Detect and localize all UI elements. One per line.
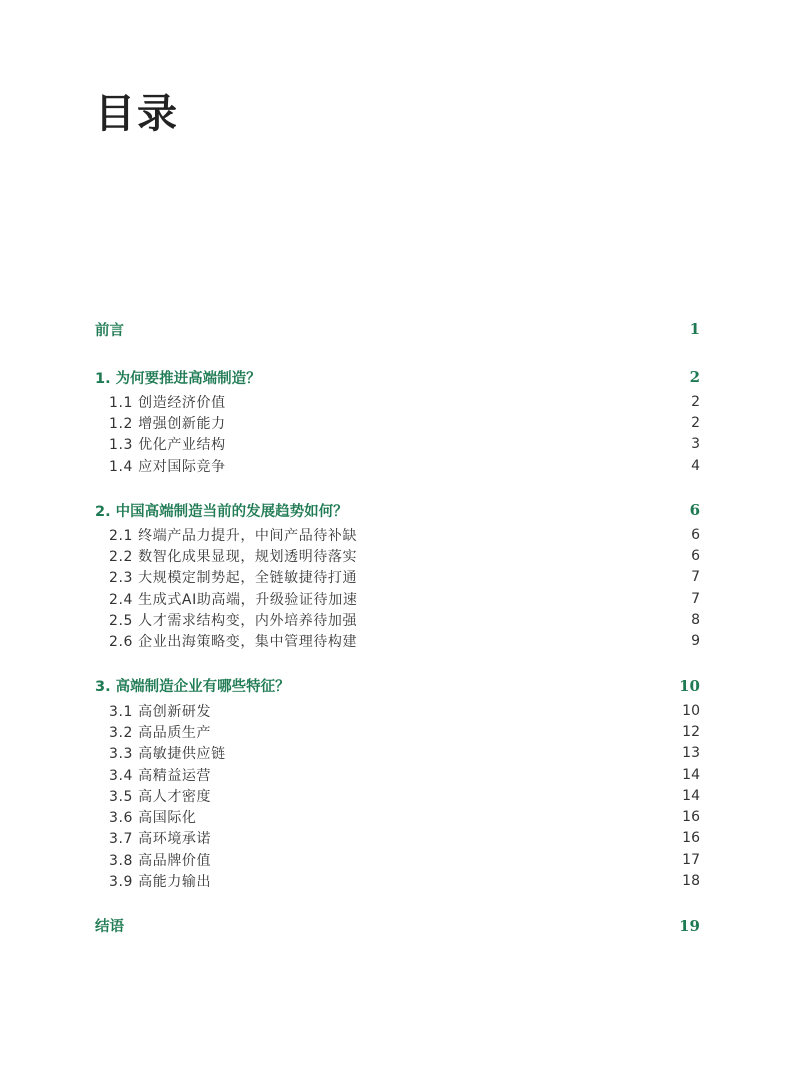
toc-item-page: 16 xyxy=(682,809,700,826)
toc-item-page: 14 xyxy=(682,766,700,783)
toc-item-label: 3.4 高精益运营 xyxy=(109,767,212,784)
toc-item[interactable] xyxy=(95,588,700,609)
toc-section-page: 19 xyxy=(679,916,700,935)
toc-item-label: 2.6 企业出海策略变，集中管理待构建 xyxy=(109,634,358,651)
toc-item-label: 3.1 高创新研发 xyxy=(109,703,212,720)
toc-item[interactable] xyxy=(95,524,700,545)
toc-section-3[interactable] xyxy=(95,674,700,698)
toc-item[interactable] xyxy=(95,545,700,566)
toc-section-page: 2 xyxy=(689,368,700,386)
toc-item-page: 3 xyxy=(691,436,700,453)
toc-item-page: 2 xyxy=(691,393,700,410)
toc-item-page: 8 xyxy=(691,612,700,629)
toc-item[interactable] xyxy=(95,721,700,742)
toc-item[interactable] xyxy=(95,828,700,849)
toc-item-page: 7 xyxy=(691,590,700,607)
toc-item[interactable] xyxy=(95,412,700,433)
toc-item-label: 2.4 生成式AI助高端，升级验证待加速 xyxy=(109,591,358,608)
toc-item-label: 3.7 高环境承诺 xyxy=(109,831,212,848)
toc-item[interactable] xyxy=(95,849,700,870)
toc-item-label: 1.2 增强创新能力 xyxy=(109,415,226,432)
toc-section-label: 结语 xyxy=(95,919,124,936)
toc-item-page: 14 xyxy=(682,787,700,804)
toc-item-page: 6 xyxy=(691,526,700,543)
toc-section-conclusion[interactable] xyxy=(95,914,700,938)
toc-item-page: 9 xyxy=(691,633,700,650)
toc-section-label: 3. 高端制造企业有哪些特征？ xyxy=(95,679,290,696)
toc-item-page: 13 xyxy=(682,745,700,762)
toc-item-page: 10 xyxy=(682,702,700,719)
toc-item-page: 16 xyxy=(682,830,700,847)
toc-item-label: 2.5 人才需求结构变，内外培养待加强 xyxy=(109,613,358,630)
toc-section-2[interactable] xyxy=(95,498,700,522)
toc-item-label: 1.1 创造经济价值 xyxy=(109,394,226,411)
page-title: 目录 xyxy=(95,90,179,137)
toc-item[interactable] xyxy=(95,870,700,891)
toc-section-label: 1. 为何要推进高端制造？ xyxy=(95,370,261,387)
toc-section-page: 6 xyxy=(689,501,700,520)
toc-item[interactable] xyxy=(95,434,700,455)
toc-section-label: 前言 xyxy=(95,322,124,339)
toc-item[interactable] xyxy=(95,567,700,588)
toc-item-label: 3.2 高品质生产 xyxy=(109,724,212,741)
toc-item[interactable] xyxy=(95,631,700,652)
toc-item[interactable] xyxy=(95,700,700,721)
toc-item-label: 2.2 数智化成果显现，规划透明待落实 xyxy=(109,549,358,566)
toc-item[interactable] xyxy=(95,455,700,476)
toc-section-page: 1 xyxy=(689,320,700,338)
toc-item-label: 2.1 终端产品力提升，中间产品待补缺 xyxy=(109,527,358,544)
toc-group-1 xyxy=(95,365,700,476)
toc-item[interactable] xyxy=(95,391,700,412)
toc-item[interactable] xyxy=(95,785,700,806)
toc-item-page: 6 xyxy=(691,548,700,565)
toc-item-label: 1.3 优化产业结构 xyxy=(109,437,226,454)
toc-item-label: 3.5 高人才密度 xyxy=(109,788,212,805)
toc-item[interactable] xyxy=(95,743,700,764)
toc-item-label: 2.3 大规模定制势起，全链敏捷待打通 xyxy=(109,570,358,587)
toc-item-page: 18 xyxy=(682,872,700,889)
toc-item[interactable] xyxy=(95,764,700,785)
toc-item-label: 1.4 应对国际竞争 xyxy=(109,458,226,475)
table-of-contents xyxy=(95,317,700,960)
toc-item-label: 3.6 高国际化 xyxy=(109,810,197,827)
toc-item-page: 7 xyxy=(691,569,700,586)
toc-item-page: 12 xyxy=(682,723,700,740)
toc-group-3 xyxy=(95,674,700,892)
toc-item-label: 3.3 高敏捷供应链 xyxy=(109,746,226,763)
toc-section-1[interactable] xyxy=(95,365,700,389)
toc-item-page: 17 xyxy=(682,851,700,868)
toc-item-label: 3.9 高能力输出 xyxy=(109,873,212,890)
toc-item-label: 3.8 高品牌价值 xyxy=(109,852,212,869)
toc-section-label: 2. 中国高端制造当前的发展趋势如何？ xyxy=(95,503,348,520)
toc-group-2 xyxy=(95,498,700,652)
toc-section-page: 10 xyxy=(679,676,700,695)
toc-item[interactable] xyxy=(95,609,700,630)
toc-section-preface[interactable] xyxy=(95,317,700,341)
toc-group-conclusion xyxy=(95,914,700,938)
toc-item-page: 4 xyxy=(691,457,700,474)
toc-item[interactable] xyxy=(95,806,700,827)
toc-item-page: 2 xyxy=(691,414,700,431)
toc-group-preface xyxy=(95,317,700,341)
